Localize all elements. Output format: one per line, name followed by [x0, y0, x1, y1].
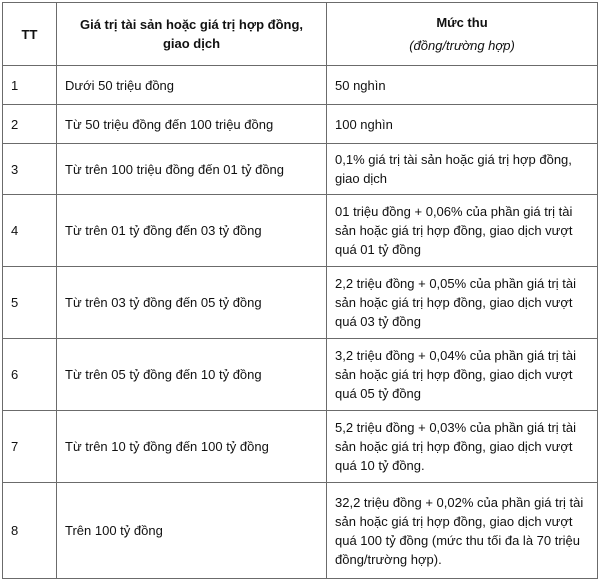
- row-tt: 7: [3, 411, 57, 483]
- row-fee: 100 nghìn: [327, 105, 598, 144]
- table-row: [3, 267, 598, 339]
- row-value: Từ trên 100 triệu đồng đến 01 tỷ đồng: [57, 144, 327, 195]
- row-fee: 0,1% giá trị tài sản hoặc giá trị hợp đồng, giao dịch: [327, 144, 598, 195]
- row-value: Từ trên 01 tỷ đồng đến 03 tỷ đồng: [57, 195, 327, 267]
- table-row: [3, 411, 598, 483]
- header-tt: TT: [3, 3, 57, 66]
- row-tt: 6: [3, 339, 57, 411]
- row-tt: 2: [3, 105, 57, 144]
- row-value: Từ trên 03 tỷ đồng đến 05 tỷ đồng: [57, 267, 327, 339]
- row-value: Từ trên 10 tỷ đồng đến 100 tỷ đồng: [57, 411, 327, 483]
- row-tt: 5: [3, 267, 57, 339]
- row-fee: 3,2 triệu đồng + 0,04% của phần giá trị tài sản hoặc giá trị hợp đồng, giao dịch vượt quá 05 tỷ đồng: [327, 339, 598, 411]
- header-fee: [327, 3, 598, 66]
- row-tt: 4: [3, 195, 57, 267]
- header-fee-unit: (đồng/trường hợp): [409, 38, 515, 53]
- header-fee-label: Mức thu: [436, 15, 488, 30]
- table-row: [3, 483, 598, 579]
- row-fee: 01 triệu đồng + 0,06% của phần giá trị tài sản hoặc giá trị hợp đồng, giao dịch vượt quá 01 tỷ đồng: [327, 195, 598, 267]
- table-row: [3, 105, 598, 144]
- row-fee: 5,2 triệu đồng + 0,03% của phần giá trị tài sản hoặc giá trị hợp đồng, giao dịch vượt quá 10 tỷ đồng.: [327, 411, 598, 483]
- header-value: Giá trị tài sản hoặc giá trị hợp đồng, giao dịch: [57, 3, 327, 66]
- row-tt: 1: [3, 66, 57, 105]
- row-value: Trên 100 tỷ đồng: [57, 483, 327, 579]
- table-row: [3, 66, 598, 105]
- table-row: [3, 339, 598, 411]
- table-header-row: [3, 3, 598, 66]
- notary-fee-table: [2, 2, 598, 579]
- row-fee: 50 nghìn: [327, 66, 598, 105]
- row-tt: 3: [3, 144, 57, 195]
- table-row: [3, 144, 598, 195]
- row-value: Dưới 50 triệu đồng: [57, 66, 327, 105]
- row-tt: 8: [3, 483, 57, 579]
- row-fee: 2,2 triệu đồng + 0,05% của phần giá trị tài sản hoặc giá trị hợp đồng, giao dịch vượt quá 03 tỷ đồng: [327, 267, 598, 339]
- row-value: Từ trên 05 tỷ đồng đến 10 tỷ đồng: [57, 339, 327, 411]
- table-row: [3, 195, 598, 267]
- row-fee: 32,2 triệu đồng + 0,02% của phần giá trị tài sản hoặc giá trị hợp đồng, giao dịch vượt quá 100 tỷ đồng (mức thu tối đa là 70 triệu đồng/trường hợp).: [327, 483, 598, 579]
- row-value: Từ 50 triệu đồng đến 100 triệu đồng: [57, 105, 327, 144]
